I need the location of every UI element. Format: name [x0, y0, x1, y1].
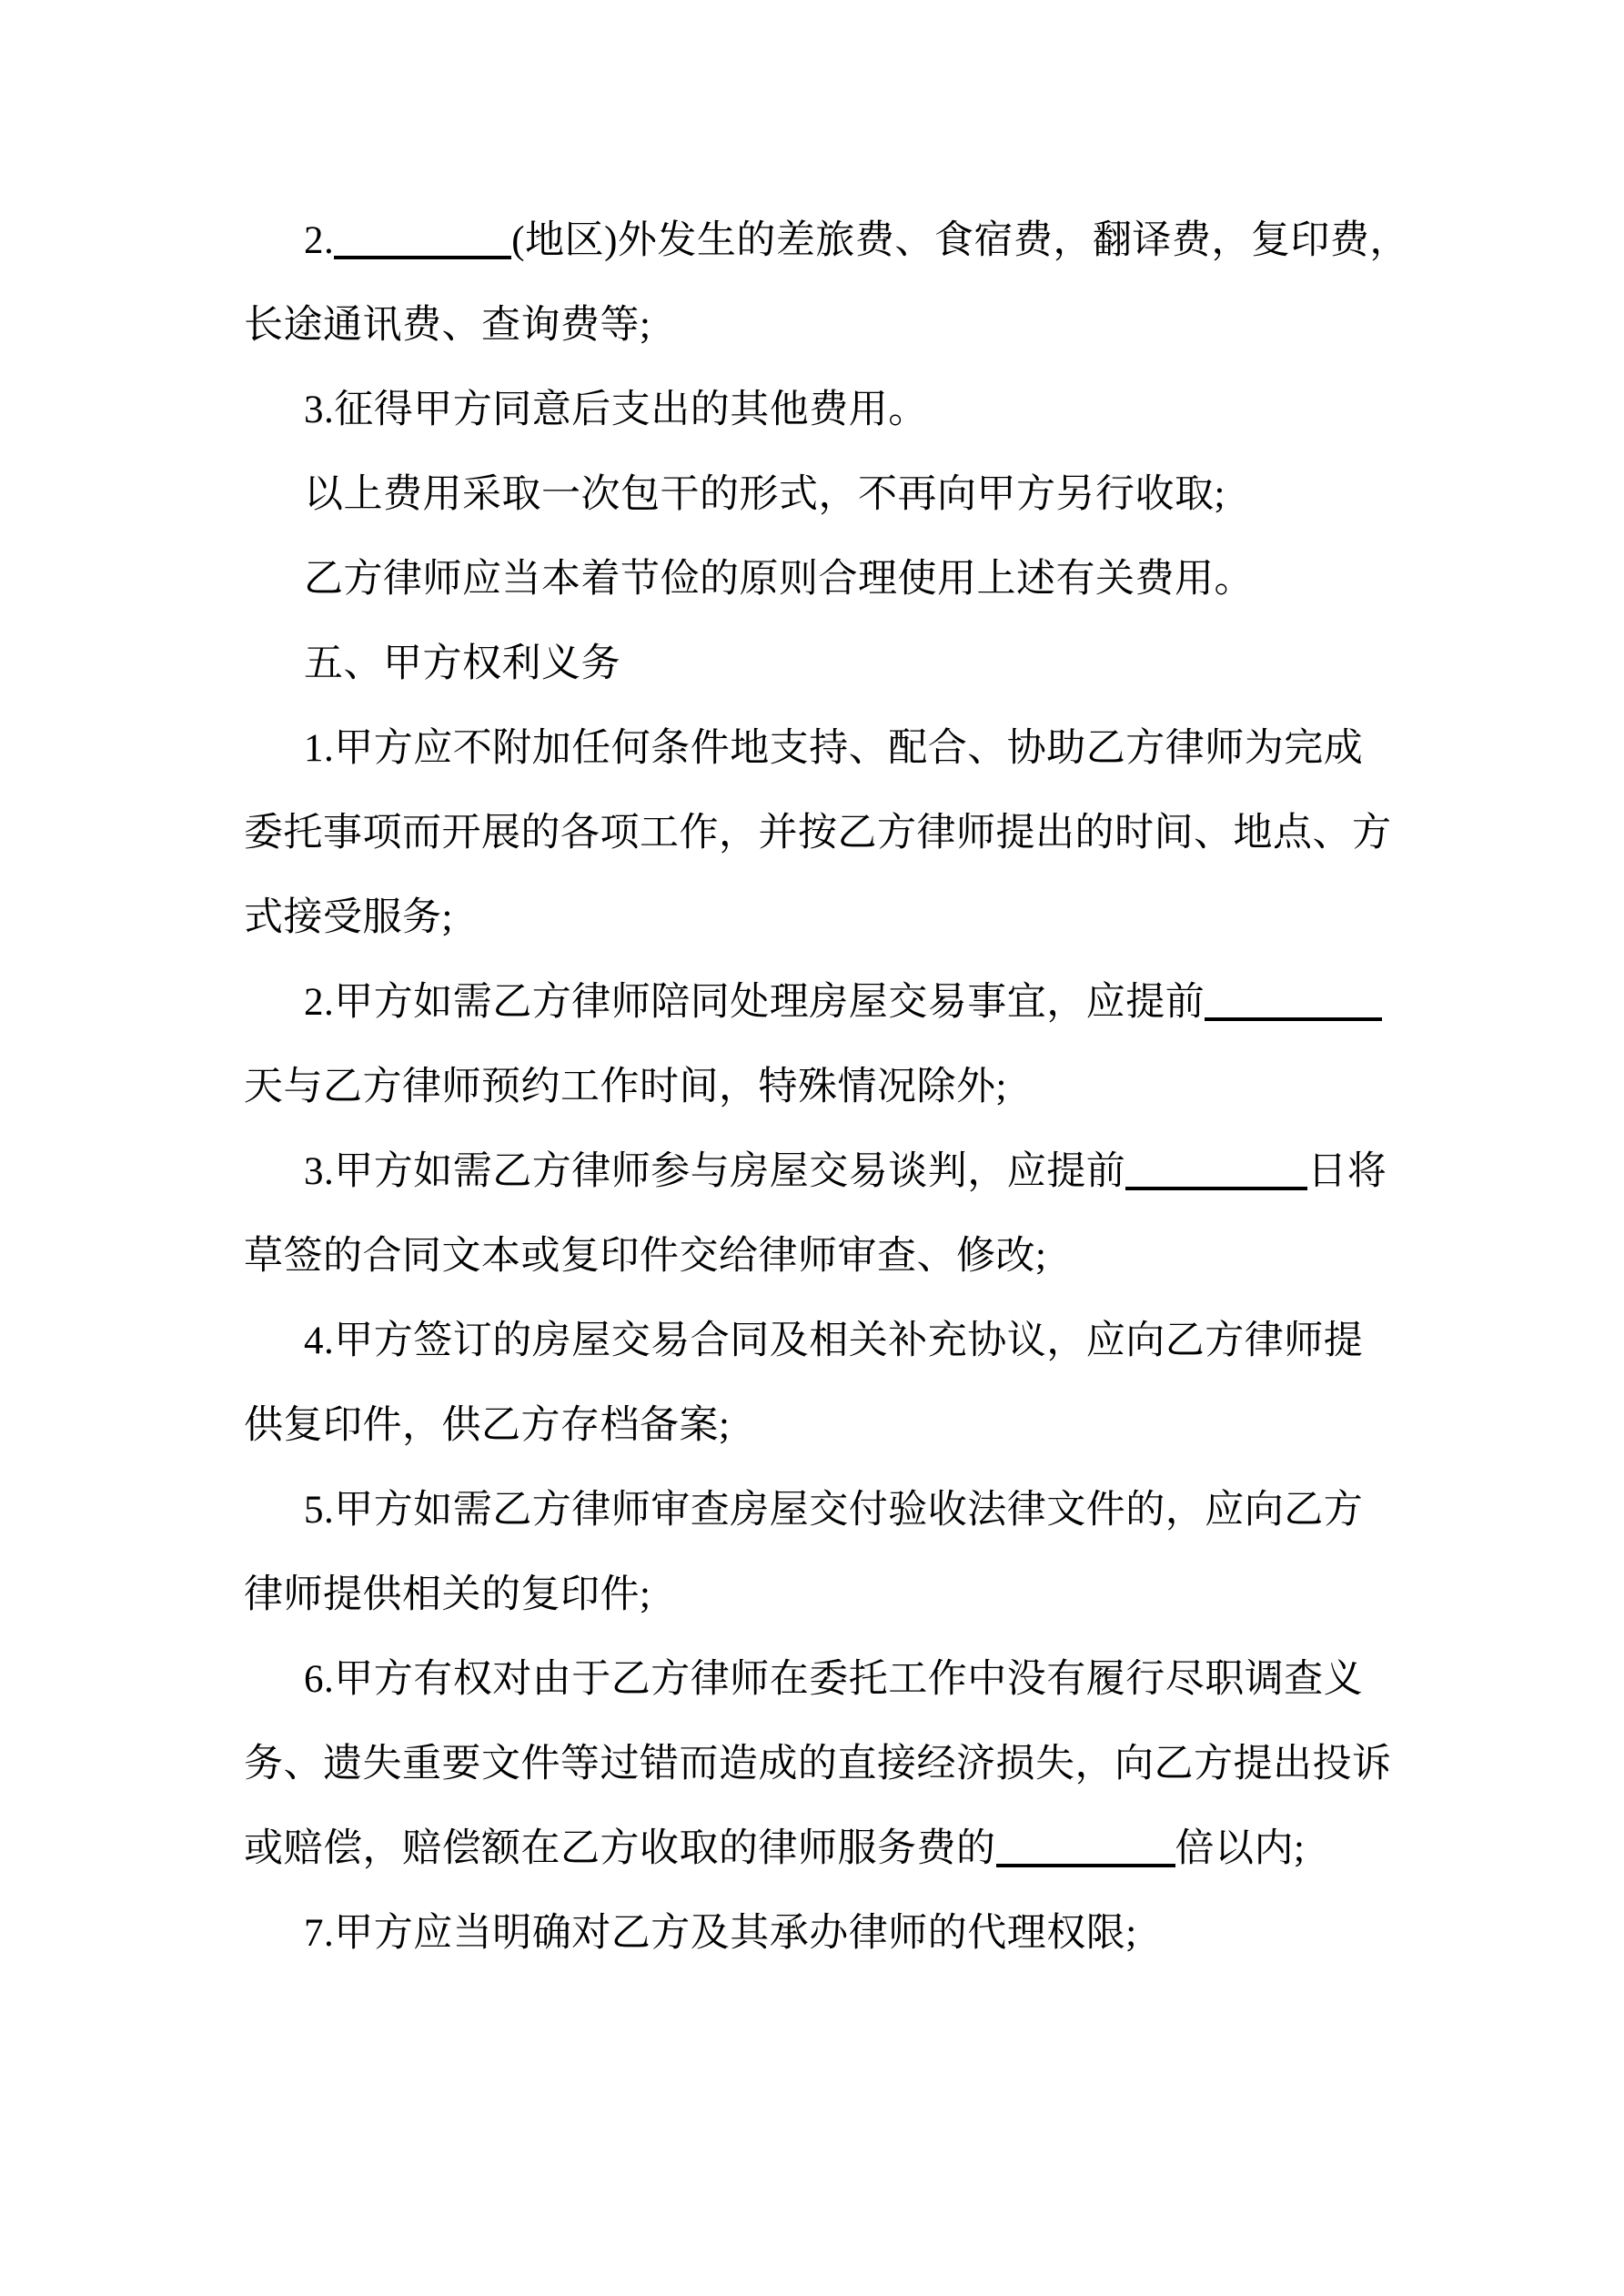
text-line [244, 1045, 1390, 1129]
text-run: 3.甲方如需乙方律师参与房屋交易谈判，应提前 [304, 1150, 1126, 1193]
text-line [244, 198, 1409, 283]
text-run: 委托事项而开展的各项工作，并按乙方律师提出的时间、地点、方 [244, 812, 1392, 855]
text-line [244, 1891, 1390, 1976]
text-line [244, 1129, 1390, 1214]
text-line [244, 368, 1390, 452]
text-run: 6.甲方有权对由于乙方律师在委托工作中没有履行尽职调查义 [304, 1658, 1364, 1701]
text-line [244, 1553, 1390, 1637]
text-run: 3.征得甲方同意后支出的其他费用。 [304, 389, 928, 431]
text-run: 乙方律师应当本着节俭的原则合理使用上述有关费用。 [304, 558, 1254, 601]
text-run: (地区)外发生的差旅费、食宿费，翻译费，复印费， [511, 219, 1409, 262]
text-line [244, 1468, 1390, 1553]
fill-in-blank [996, 1840, 1175, 1867]
text-line [244, 706, 1390, 791]
text-run: 供复印件，供乙方存档备案; [244, 1404, 731, 1447]
text-run: 律师提供相关的复印件; [244, 1573, 651, 1616]
text-run: 4.甲方签订的房屋交易合同及相关补充协议，应向乙方律师提 [304, 1320, 1364, 1362]
fill-in-blank [334, 232, 511, 259]
text-run: 倍以内; [1175, 1827, 1306, 1870]
text-line [244, 875, 1390, 960]
text-run: 草签的合同文本或复印件交给律师审查、修改; [244, 1235, 1047, 1278]
text-run: 天与乙方律师预约工作时间，特殊情况除外; [244, 1066, 1007, 1108]
text-line [244, 1637, 1390, 1722]
text-run: 1.甲方应不附加任何条件地支持、配合、协助乙方律师为完成 [304, 727, 1364, 770]
fill-in-blank [1205, 994, 1382, 1021]
text-run: 2.甲方如需乙方律师陪同处理房屋交易事宜，应提前 [304, 981, 1205, 1024]
text-line [244, 622, 1390, 706]
text-run: 7.甲方应当明确对乙方及其承办律师的代理权限; [304, 1912, 1137, 1955]
fill-in-blank [1125, 1163, 1307, 1190]
text-line [244, 1383, 1390, 1468]
text-line [244, 1214, 1390, 1299]
text-run: 2. [304, 219, 335, 262]
document-lines [244, 198, 1409, 1976]
text-line [244, 452, 1390, 537]
text-run: 务、遗失重要文件等过错而造成的直接经济损失，向乙方提出投诉 [244, 1743, 1392, 1785]
text-run: 式接受服务; [244, 896, 453, 939]
text-line [244, 791, 1390, 875]
text-line [244, 1299, 1390, 1383]
text-run: 以上费用采取一次包干的形式，不再向甲方另行收取; [304, 473, 1226, 516]
text-line [244, 1722, 1390, 1806]
text-run: 五、甲方权利义务 [304, 642, 620, 685]
text-line [244, 960, 1390, 1045]
text-line [244, 283, 1390, 368]
text-run: 或赔偿，赔偿额在乙方收取的律师服务费的 [244, 1827, 996, 1870]
text-line [244, 1806, 1390, 1891]
text-run: 长途通讯费、查询费等; [244, 304, 651, 347]
text-line [244, 537, 1390, 622]
text-run: 日将 [1307, 1150, 1387, 1193]
text-run: 5.甲方如需乙方律师审查房屋交付验收法律文件的，应向乙方 [304, 1489, 1364, 1532]
